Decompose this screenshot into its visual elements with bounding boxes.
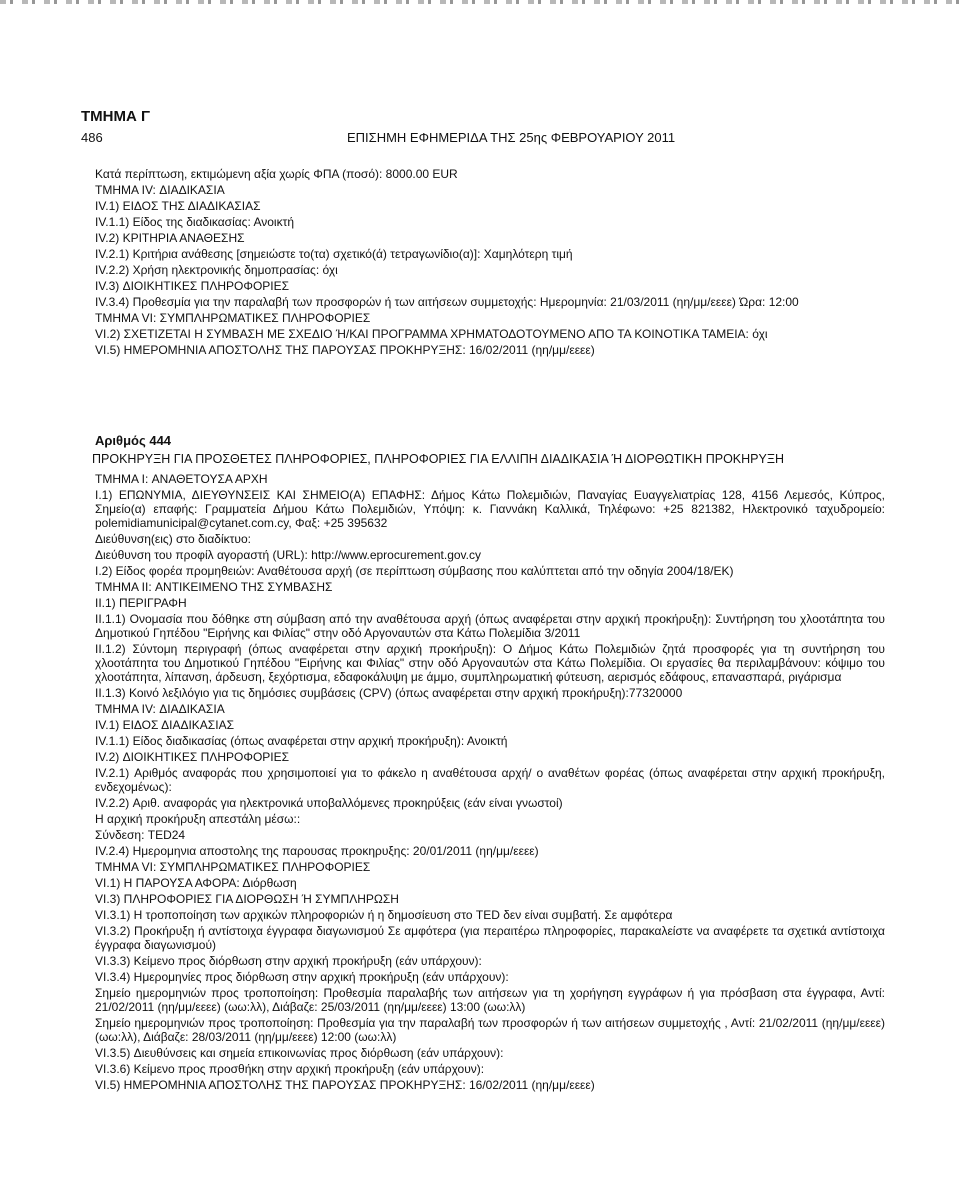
text-line: VI.3.1) Η τροποποίηση των αρχικών πληροφοριών ή η δημοσίευση στο TED δεν είναι συμβατή. Σε αμφότερα (95, 908, 673, 922)
scan-edge-artifact (0, 0, 960, 4)
text-line: IV.2) ΚΡΙΤΗΡΙΑ ΑΝΑΘΕΣΗΣ (95, 231, 245, 245)
previous-notice-tail (95, 167, 885, 359)
text-line: IV.2.1) Κριτήρια ανάθεσης [σημειώστε το(τα) σχετικό(ά) τετραγωνίδιο(α)]: Χαμηλότερη τιμή (95, 247, 573, 261)
page-number: 486 (81, 130, 103, 145)
section-heading: ΤΜΗΜΑ VI: ΣΥΜΠΛΗΡΩΜΑΤΙΚΕΣ ΠΛΗΡΟΦΟΡΙΕΣ (95, 860, 371, 874)
section-heading: ΤΜΗΜΑ I: ΑΝΑΘΕΤΟΥΣΑ ΑΡΧΗ (95, 472, 268, 486)
gazette-title: ΕΠΙΣΗΜΗ ΕΦΗΜΕΡΙΔΑ ΤΗΣ 25ης ΦΕΒΡΟΥΑΡΙΟΥ 2011 (347, 130, 676, 145)
text-line: I.2) Είδος φορέα προμηθειών: Αναθέτουσα αρχή (σε περίπτωση σύμβασης που καλύπτεται από την οδηγία 2004/18/ΕΚ) (95, 564, 734, 578)
text-line: IV.3.4) Προθεσμία για την παραλαβή των προσφορών ή των αιτήσεων συμμετοχής: Ημερομηνία: 21/03/2011 (ηη/μμ/εεεε) Ώρα: 12:00 (95, 295, 799, 309)
section-heading: ΤΜΗΜΑ II: ΑΝΤΙΚΕΙΜΕΝΟ ΤΗΣ ΣΥΜΒΑΣΗΣ (95, 580, 333, 594)
text-line: VI.3.2) Προκήρυξη ή αντίστοιχα έγγραφα διαγωνισμού Σε αμφότερα (για περαιτέρω πληροφορίες, παρακαλείστε να αναφέρετε τα σχετικά αντίστοιχα έγγραφα διαγωνισμού) (95, 924, 885, 952)
section-heading: ΤΜΗΜΑ IV: ΔΙΑΔΙΚΑΣΙΑ (95, 183, 225, 197)
text-line: VI.3.6) Κείμενο προς προσθήκη στην αρχική προκήρυξη (εάν υπάρχουν): (95, 1062, 485, 1076)
text-line: VI.5) ΗΜΕΡΟΜΗΝΙΑ ΑΠΟΣΤΟΛΗΣ ΤΗΣ ΠΑΡΟΥΣΑΣ ΠΡΟΚΗΡΥΞΗΣ: 16/02/2011 (ηη/μμ/εεεε) (95, 1078, 595, 1092)
text-line: VI.1) Η ΠΑΡΟΥΣΑ ΑΦΟΡΑ: Διόρθωση (95, 876, 297, 890)
text-line: Σύνδεση: TED24 (95, 828, 186, 842)
text-line: Διεύθυνση του προφίλ αγοραστή (URL): http://www.eprocurement.gov.cy (95, 548, 481, 562)
text-line: II.1.3) Κοινό λεξιλόγιο για τις δημόσιες συμβάσεις (CPV) (όπως αναφέρεται στην αρχική προκήρυξη):77320000 (95, 686, 683, 700)
section-tag: ΤΜΗΜΑ Γ (81, 108, 151, 125)
text-line: VI.2) ΣΧΕΤΙΖΕΤΑΙ Η ΣΥΜΒΑΣΗ ΜΕ ΣΧΕΔΙΟ Ή/ΚΑΙ ΠΡΟΓΡΑΜΜΑ ΧΡΗΜΑΤΟΔΟΤΟΥΜΕΝΟ ΑΠΟ ΤΑ ΚΟΙΝΟΤΙΚΑ ΤΑΜΕΙΑ: όχι (95, 327, 768, 341)
text-line: IV.2) ΔΙΟΙΚΗΤΙΚΕΣ ΠΛΗΡΟΦΟΡΙΕΣ (95, 750, 290, 764)
section-heading: ΤΜΗΜΑ IV: ΔΙΑΔΙΚΑΣΙΑ (95, 702, 225, 716)
notice-number: Αριθμός 444 (95, 433, 172, 448)
text-line: VI.3) ΠΛΗΡΟΦΟΡΙΕΣ ΓΙΑ ΔΙΟΡΘΩΣΗ Ή ΣΥΜΠΛΗΡΩΣΗ (95, 892, 399, 906)
text-line: VI.3.3) Κείμενο προς διόρθωση στην αρχική προκήρυξη (εάν υπάρχουν): (95, 954, 482, 968)
text-line: IV.3) ΔΙΟΙΚΗΤΙΚΕΣ ΠΛΗΡΟΦΟΡΙΕΣ (95, 279, 290, 293)
text-line: IV.1.1) Είδος της διαδικασίας: Ανοικτή (95, 215, 295, 229)
text-line: IV.2.1) Αριθμός αναφοράς που χρησιμοποιεί για το φάκελο η αναθέτουσα αρχή/ ο αναθέτων φορέας (όπως αναφέρεται στην αρχική προκήρυξη, ενδεχομένως): (95, 766, 885, 794)
text-line: II.1.2) Σύντομη περιγραφή (όπως αναφέρεται στην αρχική προκήρυξη): Ο Δήμος Κάτω Πολεμιδιών ζητά προσφορές για τη συντήρηση του χλοοτάπητα του Δημοτικού Γηπέδου "Ειρήνης και Φιλίας" στην οδό Αργοναυτών στα Κάτω Πολεμίδια. Οι εργασίες θα περιλαμβάνουν: κόψιμο του χλοοτάπητα, λίπανση, άρδευση, ξεχόρτισμα, εδαφοκάλυψη με άμμο, συμπληρωματική φύτευση, αερισμός εδάφους, επανασπαρά, ριγάρισμα (95, 642, 885, 684)
text-line: IV.1) ΕΙΔΟΣ ΤΗΣ ΔΙΑΔΙΚΑΣΙΑΣ (95, 199, 261, 213)
text-line: IV.2.4) Ημερομηνια αποστολης της παρουσας προκηρυξης: 20/01/2011 (ηη/μμ/εεεε) (95, 844, 539, 858)
text-line: II.1.1) Ονομασία που δόθηκε στη σύμβαση από την αναθέτουσα αρχή (όπως αναφέρεται στην αρχική προκήρυξη): Συντήρηση του χλοοτάπητα του Δημοτικού Γηπέδου "Ειρήνης και Φιλίας" στην οδό Αργοναυτών στα Κάτω Πολεμίδια 3/2011 (95, 612, 885, 640)
text-line: IV.1) ΕΙΔΟΣ ΔΙΑΔΙΚΑΣΙΑΣ (95, 718, 234, 732)
text-line: Σημείο ημερομηνιών προς τροποποίηση: Προθεσμία παραλαβής των αιτήσεων για τη χορήγηση εγγράφων ή για πρόσβαση στα έγγραφα, Αντί: 21/02/2011 (ηη/μμ/εεεε) (ωω:λλ), Διάβαζε: 25/03/2011 (ηη/μμ/εεεε) 13:00 (ωω:λλ) (95, 986, 885, 1014)
text-line: IV.2.2) Χρήση ηλεκτρονικής δημοπρασίας: όχι (95, 263, 338, 277)
text-line: VI.3.5) Διευθύνσεις και σημεία επικοινωνίας προς διόρθωση (εάν υπάρχουν): (95, 1046, 504, 1060)
text-line: VI.5) ΗΜΕΡΟΜΗΝΙΑ ΑΠΟΣΤΟΛΗΣ ΤΗΣ ΠΑΡΟΥΣΑΣ ΠΡΟΚΗΡΥΞΗΣ: 16/02/2011 (ηη/μμ/εεεε) (95, 343, 595, 357)
text-line: Η αρχική προκήρυξη απεστάλη μέσω:: (95, 812, 301, 826)
notice-title: ΠΡΟΚΗΡΥΞΗ ΓΙΑ ΠΡΟΣΘΕΤΕΣ ΠΛΗΡΟΦΟΡΙΕΣ, ΠΛΗΡΟΦΟΡΙΕΣ ΓΙΑ ΕΛΛΙΠΗ ΔΙΑΔΙΚΑΣΙΑ Ή ΔΙΟΡΘΩΤΙΚΗ ΠΡΟΚΗΡΥΞΗ (92, 452, 784, 466)
text-line: Κατά περίπτωση, εκτιμώμενη αξία χωρίς ΦΠΑ (ποσό): 8000.00 EUR (95, 167, 458, 181)
text-line: IV.2.2) Αριθ. αναφοράς για ηλεκτρονικά υποβαλλόμενες προκηρύξεις (εάν είναι γνωστοί) (95, 796, 563, 810)
text-line: I.1) ΕΠΩΝΥΜΙΑ, ΔΙΕΥΘΥΝΣΕΙΣ ΚΑΙ ΣΗΜΕΙΟ(Α) ΕΠΑΦΗΣ: Δήμος Κάτω Πολεμιδιών, Παναγίας Ευαγγελιατρίας 128, 4156 Λεμεσός, Κύπρος, Σημείο(α) επαφής: Γραμματεία Δήμου Κάτω Πολεμιδιών, Υπόψη: κ. Γιαννάκη Καλλικά, Τηλέφωνο: +25 821382, Ηλεκτρονικό ταχυδρομείο: polemidiamunicipal@cytanet.com.cy, Φαξ: +25 395632 (95, 488, 885, 530)
notice-444 (92, 433, 885, 1094)
text-line: Σημείο ημερομηνιών προς τροποποίηση: Προθεσμία για την παραλαβή των προσφορών ή των αιτήσεων συμμετοχής , Αντί: 21/02/2011 (ηη/μμ/εεεε) (ωω:λλ), Διάβαζε: 28/03/2011 (ηη/μμ/εεεε) 12:00 (ωω:λλ) (95, 1016, 885, 1044)
text-line: II.1) ΠΕΡΙΓΡΑΦΗ (95, 596, 187, 610)
text-line: Διεύθυνση(εις) στο διαδίκτυο: (95, 532, 251, 546)
text-line: IV.1.1) Είδος διαδικασίας (όπως αναφέρεται στην αρχική προκήρυξη): Ανοικτή (95, 734, 508, 748)
text-line: VI.3.4) Ημερομηνίες προς διόρθωση στην αρχική προκήρυξη (εάν υπάρχουν): (95, 970, 509, 984)
section-heading: ΤΜΗΜΑ VI: ΣΥΜΠΛΗΡΩΜΑΤΙΚΕΣ ΠΛΗΡΟΦΟΡΙΕΣ (95, 311, 371, 325)
